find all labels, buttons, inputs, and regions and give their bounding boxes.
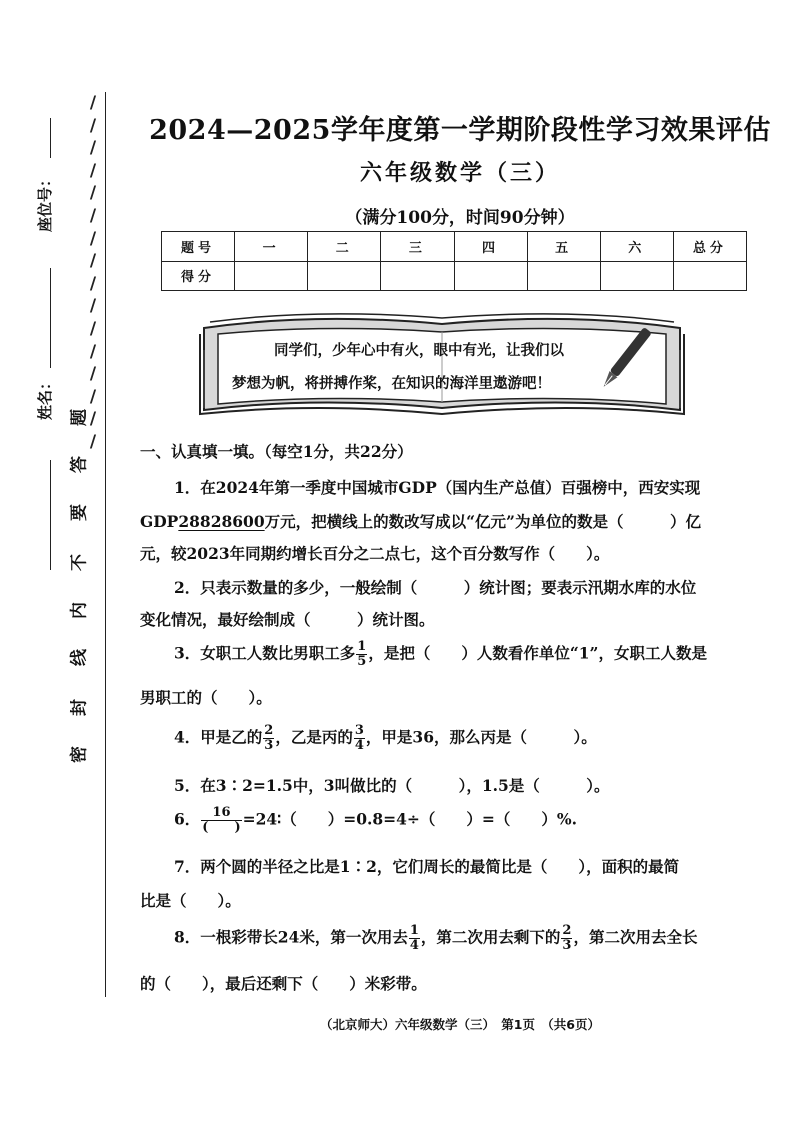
q6-line [140, 806, 794, 835]
banner-line: 梦想为帆，将拼搏作桨，在知识的海洋里遨游吧！ [232, 376, 551, 392]
score-input-cell[interactable] [673, 261, 746, 291]
q8-line-a [140, 924, 794, 953]
seal-char: 答 [69, 456, 90, 473]
score-input-cell[interactable] [308, 261, 381, 291]
fraction-denominator: 4 [409, 938, 419, 953]
score-table [161, 231, 747, 291]
q1-line-a: 1．在2024年第一季度中国城市GDP（国内生产总值）百强榜中，西安实现 [174, 478, 701, 497]
q4-fraction-1 [263, 724, 274, 753]
q6-fraction [201, 806, 241, 835]
q7-line-b: 比是（ ）。 [140, 891, 241, 910]
fraction-denominator: 3 [562, 938, 572, 953]
section-heading: 一、认真填一填。（每空1分，共22分） [140, 442, 413, 461]
score-row-label: 得分 [162, 261, 235, 291]
binding-rule [105, 92, 106, 997]
exam-meta: （满分100分，时间90分钟） [345, 208, 575, 228]
q8-fraction-1 [409, 924, 420, 953]
fraction-numerator: 16 [201, 806, 241, 821]
q3-line-a [140, 640, 794, 669]
seal-char: 要 [69, 504, 90, 521]
fraction-numerator: 1 [409, 923, 419, 938]
q8-text: ，第二次用去剩下的 [420, 927, 561, 947]
exam-subtitle: 六年级数学（三） [359, 160, 560, 186]
score-cell: 一 [235, 232, 308, 262]
name-underline [50, 268, 51, 368]
q3-line-b: 男职工的（ ）。 [140, 688, 272, 707]
seal-char: 密 [69, 746, 90, 763]
q1-underlined-number: 28828600 [178, 512, 265, 531]
score-input-cell[interactable] [454, 261, 527, 291]
score-cell: 二 [308, 232, 381, 262]
q6-text: 6． [174, 809, 201, 829]
q5-line: 5．在3∶2=1.5中，3叫做比的（ ），1.5是（ ）。 [174, 776, 610, 795]
score-input-cell[interactable] [235, 261, 308, 291]
score-cell: 三 [381, 232, 454, 262]
seal-char: 线 [69, 649, 90, 666]
score-cell: 四 [454, 232, 527, 262]
name-label: 姓名： [36, 374, 54, 420]
score-cell: 总分 [673, 232, 746, 262]
q8-text: ，第二次用去全长 [573, 927, 698, 947]
q3-text: ，是把（ ）人数看作单位“1”，女职工人数是 [368, 643, 707, 663]
score-table-header-row [162, 232, 747, 262]
q1-line-c: 元，较2023年同期约增长百分之二点七，这个百分数写作（ ）。 [140, 544, 610, 563]
q6-text: =24∶（ ）=0.8=4÷（ ）=（ ）%. [242, 809, 578, 829]
fraction-numerator: 1 [357, 639, 367, 654]
fraction-numerator: 2 [562, 923, 572, 938]
q2-line-b: 变化情况，最好绘制成（ ）统计图。 [140, 610, 435, 629]
q8-fraction-2 [561, 924, 572, 953]
fraction-numerator: 2 [264, 723, 274, 738]
exam-title: 2024—2025学年度第一学期阶段性学习效果评估 [149, 115, 771, 146]
q1-line-b [140, 510, 780, 532]
banner-message [232, 335, 637, 401]
q4-text: ，甲是36，那么丙是（ ）。 [365, 727, 597, 747]
fraction-denominator: 4 [354, 738, 364, 753]
binding-slashes-top: / / / / / / / / / / / / / / / / [89, 93, 97, 452]
banner-line: 同学们，少年心中有火，眼中有光，让我们以 [274, 343, 564, 359]
page-footer: （北京师大）六年级数学（三） 第1页 （共6页） [320, 1017, 600, 1032]
extra-underline [50, 460, 51, 570]
score-cell: 六 [600, 232, 673, 262]
q2-line-a: 2．只表示数量的多少，一般绘制（ ）统计图；要表示汛期水库的水位 [174, 578, 697, 597]
q1-text: 万元，把横线上的数改写成以“亿元”为单位的数是（ ）亿 [264, 512, 701, 531]
binding-strip [0, 0, 110, 1123]
score-input-cell[interactable] [527, 261, 600, 291]
fraction-denominator: ( ) [202, 820, 241, 835]
q4-text: ，乙是丙的 [275, 727, 353, 747]
q3-fraction [356, 640, 367, 669]
q1-gdp-label: GDP [140, 512, 179, 531]
seal-char: 题 [69, 409, 90, 426]
q8-text: 8．一根彩带长24米，第一次用去 [174, 927, 408, 947]
q8-line-b: 的（ ），最后还剩下（ ）米彩带。 [140, 974, 427, 993]
score-table-score-row [162, 261, 747, 291]
seal-char: 不 [69, 554, 90, 571]
q3-text: 3．女职工人数比男职工多 [174, 643, 356, 663]
score-cell: 五 [527, 232, 600, 262]
fraction-denominator: 3 [264, 738, 274, 753]
seat-label: 座位号： [36, 171, 54, 232]
q7-line-a: 7．两个圆的半径之比是1∶2，它们周长的最简比是（ ），面积的最简 [174, 857, 680, 876]
score-cell: 题号 [162, 232, 235, 262]
seat-underline [50, 118, 51, 158]
score-input-cell[interactable] [381, 261, 454, 291]
fraction-numerator: 3 [354, 723, 364, 738]
fraction-denominator: 5 [357, 654, 367, 669]
seal-char: 内 [69, 602, 90, 619]
q4-fraction-2 [354, 724, 365, 753]
score-input-cell[interactable] [600, 261, 673, 291]
q4-text: 4．甲是乙的 [174, 727, 263, 747]
seal-char: 封 [69, 699, 90, 716]
q4-line [140, 724, 794, 753]
